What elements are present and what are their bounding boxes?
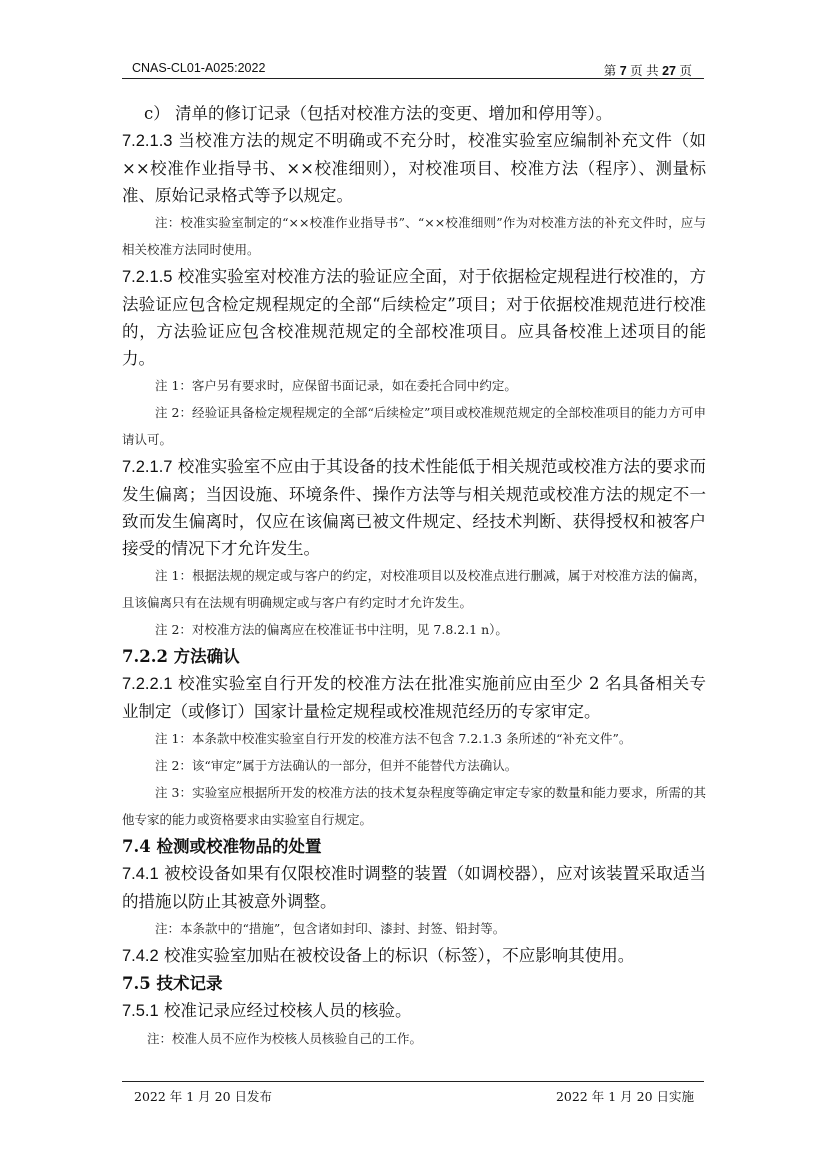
clause-7-2-2-1: 7.2.2.1 校准实验室自行开发的校准方法在批准实施前应由至少 2 名具备相关专业制定（或修订）国家计量检定规程或校准规范经历的专家审定。 (122, 674, 706, 721)
clause-7-2-1-5: 7.2.1.5 校准实验室对校准方法的验证应全面，对于依据检定规程进行校准的，方法验证应包含检定规程规定的全部“后续检定”项目；对于依据校准规范进行校准的，方法验证应包含校准规范规定的全部校准项目。应具备校准上述项目的能力。 (122, 267, 706, 368)
page-footer (122, 1081, 704, 1104)
note-7-2-2-1-3: 注 3：实验室应根据所开发的校准方法的技术复杂程度等确定审定专家的数量和能力要求，所需的其他专家的能力或资格要求由实验室自行规定。 (122, 785, 706, 827)
clause-7-4-1: 7.4.1 被校设备如果有仅限校准时调整的装置（如调校器），应对该装置采取适当的措施以防止其被意外调整。 (122, 864, 706, 911)
clause-7-2-1-3: 7.2.1.3 当校准方法的规定不明确或不充分时，校准实验室应编制补充文件（如××校准作业指导书、××校准细则），对校准项目、校准方法（程序）、测量标准、原始记录格式等予以规定。 (122, 131, 706, 205)
note-7-2-1-5-1: 注 1：客户另有要求时，应保留书面记录，如在委托合同中约定。 (155, 378, 517, 393)
page-number: 第 7 页 共 27 页 (603, 64, 692, 78)
note-7-2-1-3: 注：校准实验室制定的“××校准作业指导书”、“××校准细则”作为对校准方法的补充文件时，应与相关校准方法同时使用。 (122, 215, 706, 257)
page-current: 7 (619, 64, 627, 78)
list-item-c: c） 清单的修订记录（包括对校准方法的变更、增加和停用等）。 (144, 104, 613, 123)
document-body (122, 100, 706, 1052)
clause-7-5-1: 7.5.1 校准记录应经过校核人员的核验。 (122, 1001, 412, 1020)
section-7-5-title: 7.5 技术记录 (122, 974, 223, 993)
section-7-4-title: 7.4 检测或校准物品的处置 (122, 837, 322, 856)
note-7-2-1-5-2: 注 2：经验证具备检定规程规定的全部“后续检定”项目或校准规范规定的全部校准项目的能力方可申请认可。 (122, 405, 706, 447)
issue-date: 2022 年 1 月 20 日发布 (134, 1089, 273, 1104)
note-7-4-1: 注：本条款中的“措施”，包含诸如封印、漆封、封签、铅封等。 (155, 921, 506, 936)
note-7-2-1-7-1: 注 1：根据法规的规定或与客户的约定，对校准项目以及校准点进行删减，属于对校准方法的偏离，且该偏离只有在法规有明确规定或与客户有约定时才允许发生。 (122, 568, 706, 610)
clause-7-2-1-7: 7.2.1.7 校准实验室不应由于其设备的技术性能低于相关规范或校准方法的要求而发生偏离；当因设施、环境条件、操作方法等与相关规范或校准方法的规定不一致而发生偏离时，仅应在该偏离已被文件规定、经技术判断、获得授权和被客户接受的情况下才允许发生。 (122, 457, 706, 558)
clause-7-4-2: 7.4.2 校准实验室加贴在被校设备上的标识（标签），不应影响其使用。 (122, 946, 635, 965)
note-7-2-1-7-2: 注 2：对校准方法的偏离应在校准证书中注明，见 7.8.2.1 n）。 (155, 622, 508, 637)
note-7-2-2-1-2: 注 2：该“审定”属于方法确认的一部分，但并不能替代方法确认。 (155, 758, 518, 773)
document-code: CNAS-CL01-A025:2022 (132, 61, 266, 75)
note-7-5-1: 注：校准人员不应作为校核人员核验自己的工作。 (147, 1031, 423, 1046)
page-total: 27 (662, 64, 676, 78)
section-7-2-2-title: 7.2.2 方法确认 (122, 647, 240, 666)
implementation-date: 2022 年 1 月 20 日实施 (555, 1089, 694, 1104)
page-header (122, 58, 704, 79)
note-7-2-2-1-1: 注 1：本条款中校准实验室自行开发的校准方法不包含 7.2.1.3 条所述的“补充文件”。 (155, 731, 632, 746)
